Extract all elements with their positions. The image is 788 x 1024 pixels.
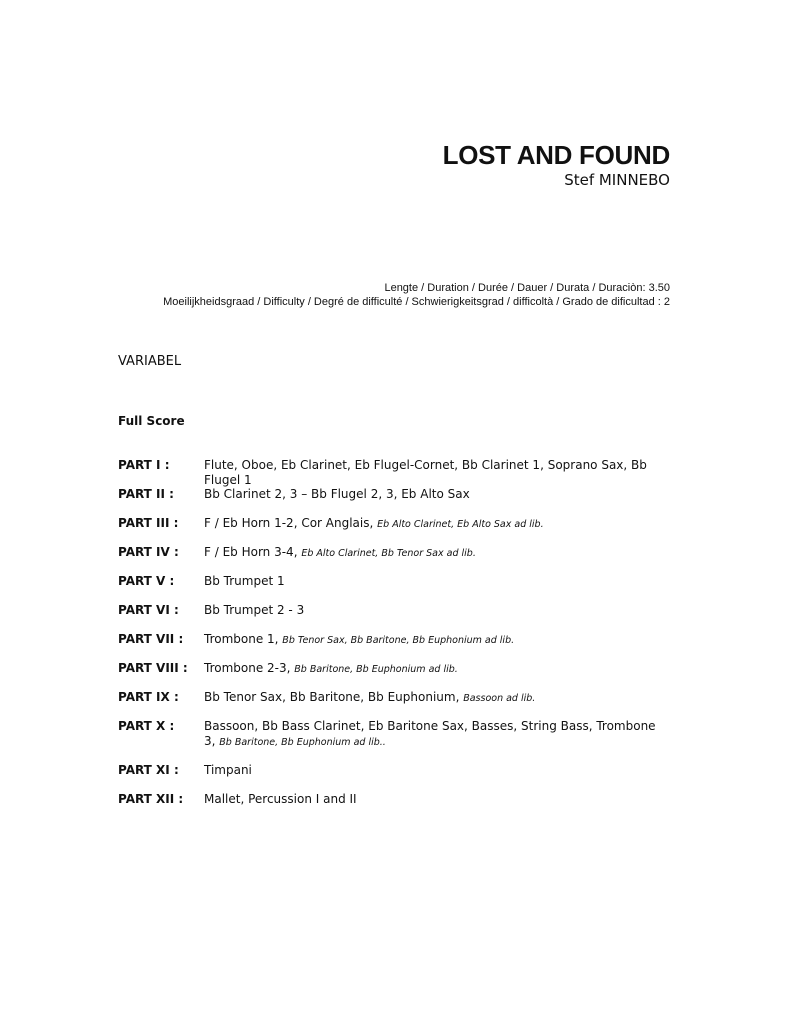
part-instruments — [204, 487, 670, 503]
part-adlib: Bb Baritone, Bb Euphonium ad lib.. — [219, 737, 386, 748]
part-label: PART II : — [118, 487, 174, 501]
part-text: Bb Clarinet 2, 3 – Bb Flugel 2, 3, Eb Alto Sax — [204, 487, 470, 501]
part-text: Bb Tenor Sax, Bb Baritone, Bb Euphonium, — [204, 690, 464, 704]
parts-list — [118, 458, 670, 821]
part-instruments — [204, 458, 670, 489]
part-label: PART XI : — [118, 763, 179, 777]
part-label: PART X : — [118, 719, 175, 733]
part-label: PART IV : — [118, 545, 179, 559]
part-row — [118, 763, 670, 792]
variant-label: VARIABEL — [118, 354, 182, 369]
part-adlib: Eb Alto Clarinet, Bb Tenor Sax ad lib. — [301, 548, 476, 559]
part-instruments — [204, 719, 670, 750]
part-instruments — [204, 516, 670, 532]
part-instruments — [204, 763, 670, 779]
part-row — [118, 545, 670, 574]
part-instruments — [204, 545, 670, 561]
part-text: F / Eb Horn 3-4, — [204, 545, 302, 559]
part-instruments — [204, 690, 670, 706]
part-instruments — [204, 792, 670, 808]
part-row — [118, 792, 670, 821]
part-label: PART IX : — [118, 690, 179, 704]
part-row — [118, 574, 670, 603]
part-label: PART V : — [118, 574, 175, 588]
score-title: LOST AND FOUND — [442, 140, 670, 170]
difficulty-line: Moeilijkheidsgraad / Difficulty / Degré de difficulté / Schwierigkeitsgrad / difficoltà / Grado de dificultad : 2 — [163, 296, 670, 308]
part-instruments — [204, 632, 670, 648]
part-instruments — [204, 603, 670, 619]
part-label: PART III : — [118, 516, 179, 530]
duration-line: Lengte / Duration / Durée / Dauer / Durata / Duraciòn: 3.50 — [384, 282, 670, 294]
part-text: Timpani — [204, 763, 252, 777]
part-text: Bb Trumpet 1 — [204, 574, 285, 588]
part-adlib: Bb Tenor Sax, Bb Baritone, Bb Euphonium ad lib. — [282, 635, 515, 646]
part-label: PART XII : — [118, 792, 184, 806]
part-text: Flute, Oboe, Eb Clarinet, Eb Flugel-Cornet, Bb Clarinet 1, Soprano Sax, Bb Flugel 1 — [204, 458, 647, 487]
part-text: Mallet, Percussion I and II — [204, 792, 357, 806]
part-label: PART VI : — [118, 603, 179, 617]
part-label: PART I : — [118, 458, 170, 472]
part-text: Trombone 1, — [204, 632, 283, 646]
part-row — [118, 661, 670, 690]
part-text: Bb Trumpet 2 - 3 — [204, 603, 305, 617]
part-label: PART VII : — [118, 632, 184, 646]
part-text: Trombone 2-3, — [204, 661, 295, 675]
part-row — [118, 719, 670, 763]
part-instruments — [204, 661, 670, 677]
part-text: Bassoon, Bb Bass Clarinet, Eb Baritone Sax, Basses, String Bass, Trombone 3, — [204, 719, 656, 748]
part-row — [118, 458, 670, 487]
part-adlib: Bb Baritone, Bb Euphonium ad lib. — [294, 664, 458, 675]
part-row — [118, 603, 670, 632]
part-adlib: Eb Alto Clarinet, Eb Alto Sax ad lib. — [377, 519, 544, 530]
part-row — [118, 690, 670, 719]
part-label: PART VIII : — [118, 661, 188, 675]
part-row — [118, 632, 670, 661]
part-row — [118, 516, 670, 545]
part-row — [118, 487, 670, 516]
composer-name: Stef MINNEBO — [564, 171, 670, 189]
part-text: F / Eb Horn 1-2, Cor Anglais, — [204, 516, 378, 530]
full-score-label: Full Score — [118, 414, 185, 428]
part-instruments — [204, 574, 670, 590]
part-adlib: Bassoon ad lib. — [463, 693, 536, 704]
